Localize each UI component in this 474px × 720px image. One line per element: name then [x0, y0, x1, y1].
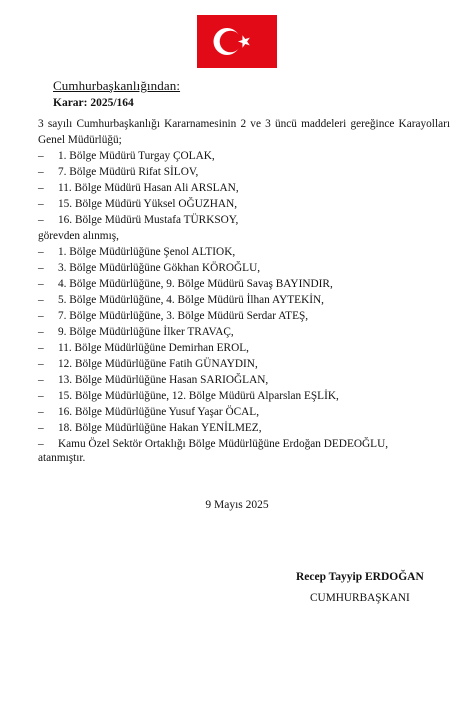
list-dash: –: [38, 214, 44, 226]
list-dash: –: [38, 390, 44, 402]
list-dash: –: [38, 358, 44, 370]
list-item: [38, 420, 458, 436]
list-dash: –: [38, 438, 44, 450]
list-item: [38, 308, 458, 324]
list-dash: –: [38, 150, 44, 162]
intro-paragraph: 3 sayılı Cumhurbaşkanlığı Kararnamesinin 2 ve 3 üncü maddeleri gereğince Karayolları Genel Müdürlüğü;: [38, 118, 450, 146]
signer-title: CUMHURBAŞKANI: [310, 592, 410, 604]
dismissed-list: [38, 148, 458, 228]
list-item: [38, 324, 458, 340]
list-dash: –: [38, 278, 44, 290]
list-dash: –: [38, 326, 44, 338]
list-item: [38, 148, 458, 164]
list-item: [38, 180, 458, 196]
list-item-text: 3. Bölge Müdürlüğüne Gökhan KÖROĞLU,: [58, 262, 261, 274]
decision-number: Karar: 2025/164: [53, 97, 134, 109]
list-item-text: 15. Bölge Müdürü Yüksel OĞUZHAN,: [58, 198, 238, 210]
list-item: [38, 244, 458, 260]
list-dash: –: [38, 246, 44, 258]
list-item-text: 13. Bölge Müdürlüğüne Hasan SARIOĞLAN,: [58, 374, 269, 386]
issuer-heading: Cumhurbaşkanlığından:: [53, 78, 181, 93]
list-item: [38, 388, 458, 404]
turkish-flag-icon: [197, 15, 277, 68]
dismissed-phrase: görevden alınmış,: [38, 230, 119, 242]
list-dash: –: [38, 422, 44, 434]
appointed-list: [38, 244, 458, 452]
list-item: [38, 356, 458, 372]
list-item: [38, 276, 458, 292]
decision-date: 9 Mayıs 2025: [205, 499, 269, 511]
appointed-phrase: atanmıştır.: [38, 452, 86, 464]
list-item: [38, 292, 458, 308]
list-item-text: 12. Bölge Müdürlüğüne Fatih GÜNAYDIN,: [58, 358, 258, 370]
list-dash: –: [38, 374, 44, 386]
list-item-text: 1. Bölge Müdürü Turgay ÇOLAK,: [58, 150, 215, 162]
list-dash: –: [38, 198, 44, 210]
list-item: [38, 340, 458, 356]
list-item-text: 16. Bölge Müdürlüğüne Yusuf Yaşar ÖCAL,: [58, 406, 260, 418]
list-dash: –: [38, 262, 44, 274]
list-item-text: 7. Bölge Müdürlüğüne, 3. Bölge Müdürü Serdar ATEŞ,: [58, 310, 309, 322]
list-item-text: 11. Bölge Müdürü Hasan Ali ARSLAN,: [58, 182, 239, 194]
list-dash: –: [38, 310, 44, 322]
list-dash: –: [38, 406, 44, 418]
list-item-text: 1. Bölge Müdürlüğüne Şenol ALTIOK,: [58, 246, 236, 258]
list-item: [38, 372, 458, 388]
list-item-text: 18. Bölge Müdürlüğüne Hakan YENİLMEZ,: [58, 422, 262, 434]
list-item: [38, 404, 458, 420]
list-dash: –: [38, 294, 44, 306]
list-item-text: 7. Bölge Müdürü Rifat SİLOV,: [58, 166, 199, 178]
list-dash: –: [38, 342, 44, 354]
list-item: [38, 164, 458, 180]
list-item-text: 15. Bölge Müdürlüğüne, 12. Bölge Müdürü Alparslan EŞLİK,: [58, 390, 339, 402]
list-item-text: 4. Bölge Müdürlüğüne, 9. Bölge Müdürü Savaş BAYINDIR,: [58, 278, 333, 290]
list-item-text: 5. Bölge Müdürlüğüne, 4. Bölge Müdürü İlhan AYTEKİN,: [58, 294, 324, 306]
list-item: [38, 196, 458, 212]
signer-name: Recep Tayyip ERDOĞAN: [296, 571, 424, 583]
list-item: [38, 436, 458, 452]
list-item: [38, 212, 458, 228]
list-item-text: 11. Bölge Müdürlüğüne Demirhan EROL,: [58, 342, 249, 354]
list-item-text: 9. Bölge Müdürlüğüne İlker TRAVAÇ,: [58, 326, 234, 338]
list-item: [38, 260, 458, 276]
list-item-text: 16. Bölge Müdürü Mustafa TÜRKSOY,: [58, 214, 239, 226]
list-dash: –: [38, 166, 44, 178]
list-dash: –: [38, 182, 44, 194]
list-item-text: Kamu Özel Sektör Ortaklığı Bölge Müdürlüğüne Erdoğan DEDEOĞLU,: [58, 438, 389, 450]
